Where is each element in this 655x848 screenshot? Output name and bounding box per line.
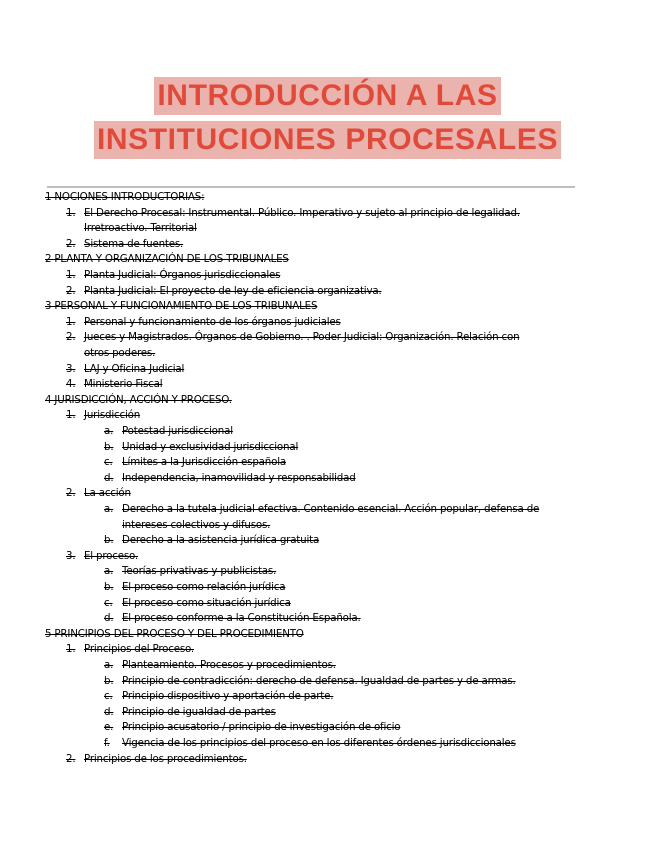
outline-item: Planta Judicial: El proyecto de ley de eficiencia organizativa.	[84, 284, 382, 297]
outline-item: Límites a la Jurisdicción española	[122, 456, 286, 469]
outline-section-heading: 2 PLANTA Y ORGANIZACIÓN DE LOS TRIBUNALES	[45, 253, 289, 266]
outline-item-continuation: otros poderes.	[84, 347, 156, 359]
outline-item: Sistema de fuentes.	[84, 237, 184, 250]
outline-section-heading: 1 NOCIONES INTRODUCTORIAS:	[45, 191, 205, 203]
outline-marker: d.	[104, 705, 114, 718]
outline-item-continuation: Irretroactivo. Territorial	[84, 222, 197, 235]
outline-section-heading: 3 PERSONAL Y FUNCIONAMIENTO DE LOS TRIBUNALES	[45, 300, 318, 313]
outline-marker: 2.	[66, 331, 76, 344]
outline-item: Principios del Proceso.	[84, 643, 194, 656]
outline-item: Planteamiento. Procesos y procedimientos.	[122, 659, 336, 671]
outline-marker: c.	[104, 596, 113, 609]
outline-item-continuation: intereses colectivos y difusos.	[122, 518, 271, 531]
outline-item: Derecho a la tutela judicial efectiva. Contenido esencial. Acción popular, defensa de	[122, 503, 540, 515]
title-line-2: INSTITUCIONES PROCESALES	[94, 121, 561, 159]
outline-item: Derecho a la asistencia jurídica gratuita	[122, 534, 320, 547]
outline-marker: d.	[104, 612, 114, 625]
outline-marker: 3.	[66, 549, 76, 562]
outline-marker: a.	[104, 425, 114, 437]
outline-item: Principio de igualdad de partes	[122, 705, 276, 718]
outline-item: El proceso como relación jurídica	[122, 581, 286, 593]
outline-marker: c.	[104, 456, 113, 469]
outline-marker: 2.	[66, 237, 76, 250]
outline-marker: 3.	[66, 362, 76, 375]
outline-section-heading: 5 PRINCIPIOS DEL PROCESO Y DEL PROCEDIMIENTO	[45, 627, 304, 640]
outline-marker: b.	[104, 440, 114, 453]
outline-marker: c.	[104, 690, 113, 703]
outline-item: Unidad y exclusividad jurisdiccional	[122, 440, 299, 453]
outline-item: Ministerio Fiscal	[84, 378, 163, 391]
outline-marker: b.	[104, 581, 114, 593]
outline-marker: b.	[104, 674, 114, 687]
outline-item: Independencia, inamovilidad y responsabilidad	[122, 471, 356, 484]
outline-marker: 1.	[66, 409, 76, 422]
outline-marker: d.	[104, 471, 114, 484]
outline-marker: e.	[104, 721, 114, 734]
outline-marker: a.	[104, 503, 114, 515]
outline-item: La acción	[84, 487, 131, 500]
outline-item: Jurisdicción	[84, 409, 141, 422]
title-line-1: INTRODUCCIÓN A LAS	[154, 77, 500, 115]
document-title	[0, 77, 655, 159]
outline-marker: 1.	[66, 643, 76, 656]
outline-marker: 1.	[66, 315, 76, 328]
outline-item: Principio de contradicción: derecho de defensa. Igualdad de partes y de armas.	[122, 674, 516, 687]
outline-marker: b.	[104, 534, 114, 547]
outline-marker: 1.	[66, 269, 76, 281]
outline-marker: a.	[104, 565, 114, 578]
outline-marker: 1.	[66, 206, 76, 219]
divider-line	[47, 186, 575, 188]
outline-item: Teorías privativas y publicistas.	[122, 565, 277, 578]
outline-item: El proceso conforme a la Constitución Española.	[122, 612, 361, 625]
outline-marker: f.	[104, 737, 110, 749]
outline-item: Jueces y Magistrados. Órganos de Gobierno. . Poder Judicial: Organización. Relación con	[84, 331, 520, 344]
outline-item: Principio acusatorio / principio de investigación de oficio	[122, 721, 401, 734]
outline-marker: 2.	[66, 487, 76, 500]
outline-item: LAJ y Oficina Judicial	[84, 362, 185, 375]
outline-item: Principios de los procedimientos.	[84, 752, 247, 765]
outline-item: Vigencia de los principios del proceso en los diferentes órdenes jurisdiccionales	[122, 737, 516, 749]
outline-marker: a.	[104, 659, 114, 671]
outline-item: Potestad jurisdiccional	[122, 425, 233, 437]
outline-item: El proceso.	[84, 549, 139, 562]
outline-marker: 2.	[66, 752, 76, 765]
outline-item: El proceso como situación jurídica	[122, 596, 291, 609]
outline-marker: 2.	[66, 284, 76, 297]
outline-section-heading: 4 JURISDICCIÓN, ACCIÓN Y PROCESO.	[45, 393, 232, 406]
outline-marker: 4.	[66, 378, 76, 391]
outline-item: Planta Judicial: Órganos jurisdiccionales	[84, 269, 281, 281]
outline-item: Personal y funcionamiento de los órganos judiciales	[84, 315, 341, 328]
outline-item: El Derecho Procesal: Instrumental. Público. Imperativo y sujeto al principio de legalidad.	[84, 206, 520, 219]
outline-item: Principio dispositivo y aportación de parte.	[122, 690, 334, 703]
